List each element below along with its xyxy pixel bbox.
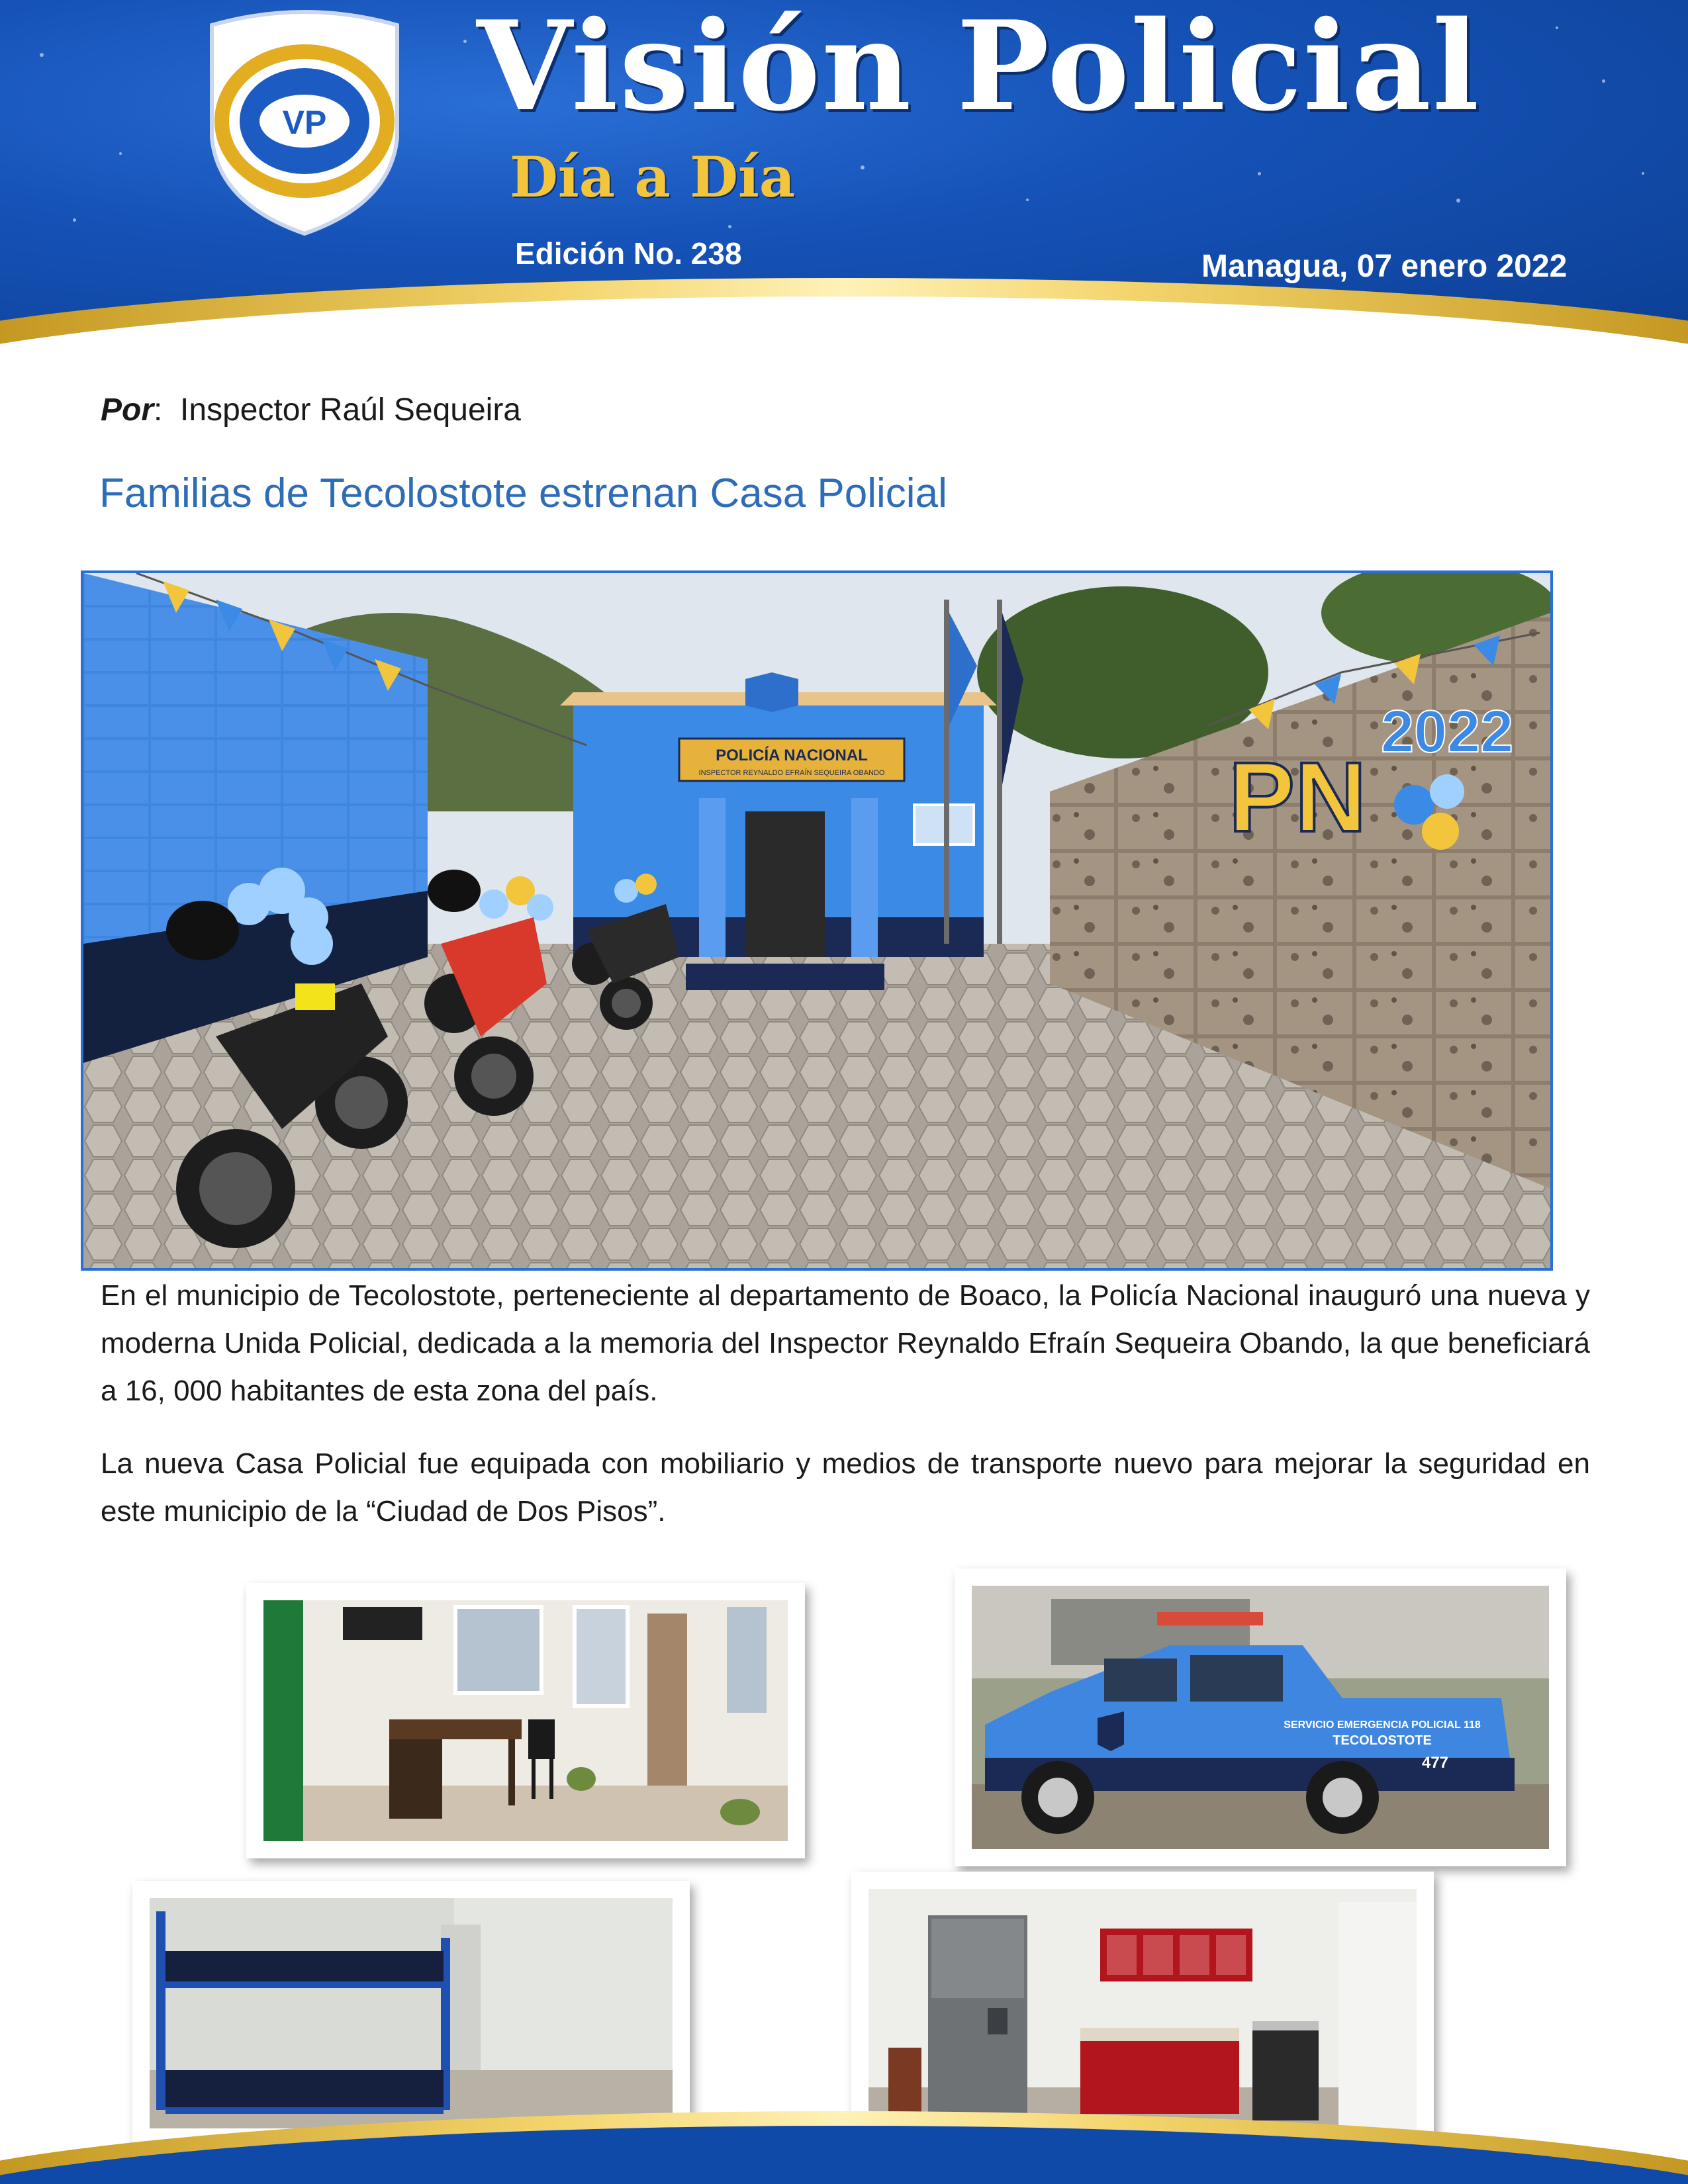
article-paragraph-2: La nueva Casa Policial fue equipada con mobiliario y medios de transporte nuevo para mejorar la seguridad en este municipio de la “Ciudad de Dos Pisos”.: [101, 1447, 1590, 1527]
footer-band: [0, 2085, 1688, 2184]
vp-shield-logo: [199, 5, 410, 237]
svg-text:2022: 2022: [1381, 699, 1514, 765]
publication-subtitle: Día a Día: [510, 144, 796, 210]
office-illustration: [263, 1600, 788, 1841]
publication-title: Visión Policial: [477, 0, 1481, 138]
svg-text:INSPECTOR REYNALDO EFRAÍN SEQU: INSPECTOR REYNALDO EFRAÍN SEQUEIRA OBANDO: [698, 769, 885, 777]
svg-text:POLICÍA NACIONAL: POLICÍA NACIONAL: [716, 747, 868, 764]
masthead: [0, 0, 1688, 371]
photo-patrol-truck: [955, 1569, 1566, 1866]
author-name: Inspector Raúl Sequeira: [180, 392, 521, 428]
svg-text:477: 477: [1421, 1754, 1449, 1772]
article-paragraph-1: En el municipio de Tecolostote, perteneciente al departamento de Boaco, la Policía Nacional inauguró una nueva y moderna Unida Policial, dedicada a la memoria del Inspector Reynaldo Efraín Sequeira Obando, la que beneficiará a 16, 000 habitantes de esta zona del país.: [101, 1279, 1590, 1407]
photo-office: [246, 1583, 805, 1858]
svg-text:TECOLOSTOTE: TECOLOSTOTE: [1333, 1733, 1432, 1748]
hero-photo-police-station: [81, 570, 1553, 1271]
svg-text:VP: VP: [282, 104, 327, 141]
edition-number: Edición No. 238: [515, 236, 742, 271]
article-headline: Familias de Tecolostote estrenan Casa Policial: [99, 471, 947, 516]
svg-text:SERVICIO EMERGENCIA POLICIAL 1: SERVICIO EMERGENCIA POLICIAL 118: [1284, 1719, 1481, 1731]
svg-text:PN: PN: [1229, 741, 1367, 852]
issue-date: Managua, 07 enero 2022: [1201, 249, 1568, 284]
patrol-truck-illustration: [972, 1586, 1549, 1849]
byline: Por: Inspector Raúl Sequeira: [101, 392, 521, 428]
police-station-illustration: [83, 573, 1550, 1268]
byline-label: Por: [101, 392, 154, 428]
